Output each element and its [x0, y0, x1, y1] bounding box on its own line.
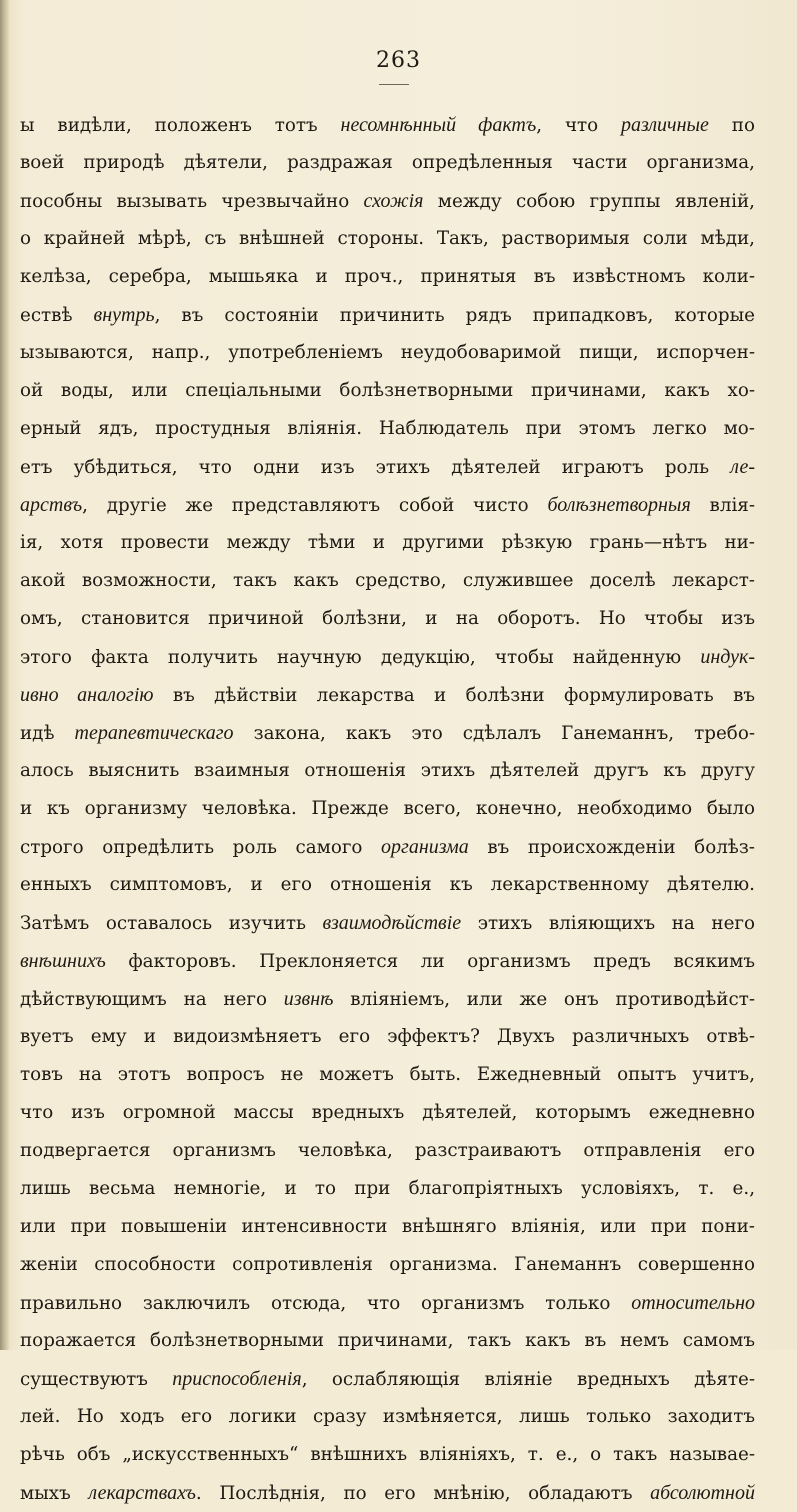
text-line	[20, 1170, 755, 1208]
text-line	[20, 714, 755, 752]
text-line	[20, 828, 755, 866]
text-line	[20, 182, 755, 220]
text-run: , ослабляющія вліяніе вредныхъ дѣяте-	[301, 1369, 755, 1390]
text-run: лей. Но ходъ его логики сразу измѣняется, лишь только заходитъ	[20, 1406, 755, 1427]
text-run: , что	[536, 115, 622, 136]
text-run: алось выяснить взаимныя отношенія этихъ дѣятелей другъ къ другу	[20, 760, 755, 781]
text-run: пособны вызывать чрезвычайно	[20, 191, 364, 212]
text-run: , въ состояніи причинить рядъ припадковъ, которые	[154, 305, 755, 326]
text-run: этого факта получить научную дедукцію, чтобы найденную	[20, 647, 701, 668]
text-line	[20, 258, 755, 296]
text-line	[20, 220, 755, 258]
italic-phrase: несомнѣнный фактъ	[340, 114, 537, 136]
text-run: закона, какъ это сдѣлалъ Ганеманнъ, требо-	[233, 723, 755, 744]
text-line	[20, 486, 755, 524]
italic-phrase: абсолютной	[650, 1482, 755, 1504]
text-line	[20, 562, 755, 600]
italic-phrase: внутрь	[93, 304, 155, 326]
page-number: 263	[376, 48, 421, 73]
text-run: ерный ядъ, простудныя вліянія. Наблюдатель при этомъ легко мо-	[20, 418, 755, 439]
text-line	[20, 372, 755, 410]
text-line	[20, 1208, 755, 1246]
text-run: . Послѣднія, по его мнѣнію, обладаютъ	[195, 1483, 651, 1504]
text-run: женіи способности сопротивленія организма. Ганеманнъ совершенно	[20, 1254, 755, 1275]
italic-phrase: ивно аналогію	[20, 684, 154, 706]
text-run: или при повышеніи интенсивности внѣшняго вліянія, или при пони-	[20, 1216, 755, 1237]
text-run: влія-	[690, 495, 755, 516]
page-number-underline	[379, 84, 409, 85]
text-run: товъ на этотъ вопросъ не можетъ быть. Ежедневный опытъ учитъ,	[20, 1064, 755, 1085]
text-run: факторовъ. Преклоняется ли организмъ предъ всякимъ	[105, 951, 755, 972]
italic-phrase: арствъ	[20, 494, 83, 516]
text-run: о крайней мѣрѣ, съ внѣшней стороны. Такъ, растворимыя соли мѣди,	[20, 228, 755, 249]
italic-phrase: индук-	[700, 646, 755, 668]
text-line	[20, 106, 755, 144]
text-run: ія, хотя провести между тѣми и другими рѣзкую грань—нѣтъ ни-	[20, 532, 755, 553]
text-run: акой возможности, такъ какъ средство, служившее доселѣ лекарст-	[20, 570, 755, 591]
text-line	[20, 1436, 755, 1474]
text-run: лишь весьма немногіе, и то при благопріятныхъ условіяхъ, т. е.,	[20, 1178, 755, 1199]
text-run: Затѣмъ оставалось изучить	[20, 913, 323, 934]
text-line	[20, 752, 755, 790]
text-line	[20, 638, 755, 676]
text-line	[20, 1398, 755, 1436]
text-run: ызываются, напр., употребленіемъ неудобоваримой пищи, испорчен-	[20, 342, 755, 363]
italic-phrase: схожія	[363, 190, 424, 212]
italic-phrase: терапевтическаго	[74, 722, 234, 744]
text-line	[20, 448, 755, 486]
text-line	[20, 980, 755, 1018]
text-run: строго опредѣлить роль самого	[20, 837, 382, 858]
text-line	[20, 790, 755, 828]
text-run: енныхъ симптомовъ, и его отношенія къ лекарственному дѣятелю.	[20, 874, 755, 895]
text-line	[20, 600, 755, 638]
text-run: и къ организму человѣка. Прежде всего, конечно, необходимо было	[20, 798, 755, 819]
text-run: подвергается организмъ человѣка, разстраиваютъ отправленія его	[20, 1140, 755, 1161]
text-run: вліяніемъ, или же онъ противодѣйст-	[333, 989, 755, 1010]
text-run: дѣйствующимъ на него	[20, 989, 284, 1010]
text-line	[20, 1284, 755, 1322]
text-run: рѣчь объ „искусственныхъ“ внѣшнихъ вліяніяхъ, т. е., о такъ называе-	[20, 1444, 755, 1465]
text-run: поражается болѣзнетворными причинами, такъ какъ въ немъ самомъ	[20, 1330, 755, 1351]
text-run: идѣ	[20, 723, 75, 744]
text-line	[20, 1322, 755, 1360]
page-binding-edge	[0, 0, 10, 1350]
body-text	[20, 106, 755, 1512]
text-line	[20, 410, 755, 448]
text-run: воей природѣ дѣятели, раздражая опредѣленныя части организма,	[20, 152, 755, 173]
italic-phrase: организма	[381, 836, 469, 858]
text-line	[20, 676, 755, 714]
text-run: ествѣ	[20, 305, 94, 326]
italic-phrase: болѣзнетворныя	[547, 494, 691, 516]
text-run: омъ, становится причиной болѣзни, и на оборотъ. Но чтобы изъ	[20, 608, 755, 629]
text-run: мыхъ	[20, 1483, 89, 1504]
text-line	[20, 524, 755, 562]
italic-phrase: ле-	[730, 456, 755, 478]
text-line	[20, 942, 755, 980]
text-run: правильно заключилъ отсюда, что организмъ только	[20, 1293, 632, 1314]
text-line	[20, 1360, 755, 1398]
text-run: въ дѣйствіи лекарства и болѣзни формулировать въ	[153, 685, 755, 706]
text-run: ой воды, или спеціальными болѣзнетворными причинами, какъ хо-	[20, 380, 755, 401]
italic-phrase: лекарствахъ	[88, 1482, 196, 1504]
text-line	[20, 1474, 755, 1512]
text-run: келѣза, серебра, мышьяка и проч., принятыя въ извѣстномъ коли-	[20, 266, 755, 287]
text-run: что изъ огромной массы вредныхъ дѣятелей, которымъ ежедневно	[20, 1102, 755, 1123]
text-run: вуетъ ему и видоизмѣняетъ его эффектъ? Двухъ различныхъ отвѣ-	[20, 1026, 755, 1047]
italic-phrase: взаимодѣйствіе	[322, 912, 462, 934]
text-line	[20, 1056, 755, 1094]
italic-phrase: приспособленія	[172, 1368, 302, 1390]
text-run: въ происхожденіи болѣз-	[468, 837, 755, 858]
text-line	[20, 1094, 755, 1132]
text-line	[20, 866, 755, 904]
text-line	[20, 1246, 755, 1284]
text-run: по	[708, 115, 755, 136]
text-line	[20, 1132, 755, 1170]
text-line	[20, 904, 755, 942]
text-line	[20, 296, 755, 334]
italic-phrase: извнѣ	[283, 988, 334, 1010]
text-line	[20, 144, 755, 182]
italic-phrase: различные	[621, 114, 709, 136]
italic-phrase: внѣшнихъ	[20, 950, 106, 972]
text-run: этихъ вліяющихъ на него	[461, 913, 755, 934]
text-run: , другіе же представляютъ собой чисто	[82, 495, 548, 516]
text-run: существуютъ	[20, 1369, 173, 1390]
text-line	[20, 1018, 755, 1056]
text-run: между собою группы явленій,	[423, 191, 755, 212]
text-run: ы видѣли, положенъ тотъ	[20, 115, 341, 136]
italic-phrase: относительно	[631, 1292, 755, 1314]
text-run: етъ убѣдиться, что одни изъ этихъ дѣятелей играютъ роль	[20, 457, 731, 478]
text-line	[20, 334, 755, 372]
